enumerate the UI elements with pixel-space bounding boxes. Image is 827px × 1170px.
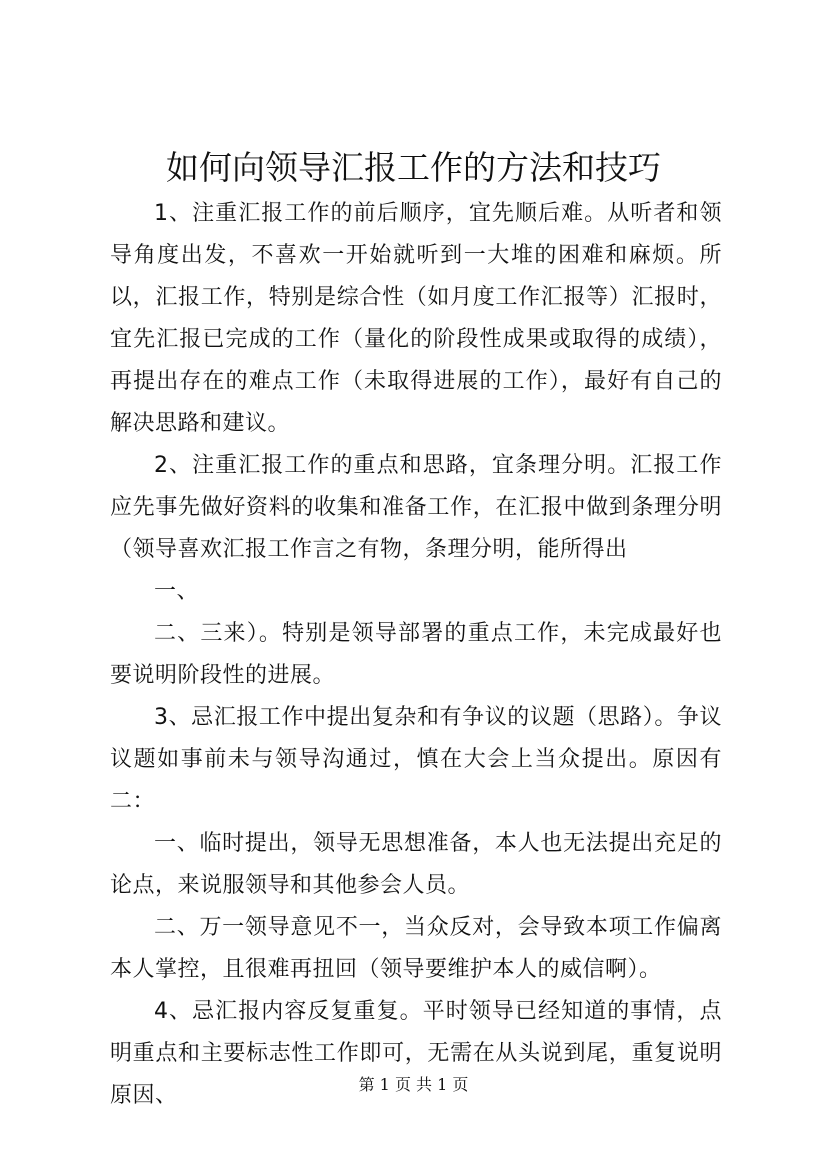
- paragraph-4: 二、三来）。特别是领导部署的重点工作，未完成最好也要说明阶段性的进展。: [110, 621, 722, 688]
- page-number-footer: 第 1 页 共 1 页: [358, 1075, 469, 1094]
- paragraph-1: 1、注重汇报工作的前后顺序，宜先顺后难。从听者和领导角度出发，不喜欢一开始就听到一大堆的困难和麻烦。所以，汇报工作，特别是综合性（如月度工作汇报等）汇报时，宜先汇报已完成的工作（量化的阶段性成果或取得的成绩），再提出存在的难点工作（未取得进展的工作），最好有自己的解决思路和建议。: [110, 201, 722, 436]
- paragraph-8: 4、忌汇报内容反复重复。平时领导已经知道的事情，点明重点和主要标志性工作即可，无需在从头说到尾，重复说明原因、: [110, 999, 722, 1108]
- paragraph-5: 3、忌汇报工作中提出复杂和有争议的议题（思路）。争议议题如事前未与领导沟通过，慎在大会上当众提出。原因有二：: [110, 705, 722, 814]
- paragraph-6: 一、临时提出，领导无思想准备，本人也无法提出充足的论点，来说服领导和其他参会人员。: [110, 831, 722, 898]
- paragraph-2: 2、注重汇报工作的重点和思路，宜条理分明。汇报工作应先事先做好资料的收集和准备工作，在汇报中做到条理分明（领导喜欢汇报工作言之有物，条理分明，能所得出: [110, 453, 722, 562]
- paragraph-3: 一、: [154, 579, 200, 604]
- document-body: [110, 193, 722, 1117]
- paragraph-7: 二、万一领导意见不一，当众反对，会导致本项工作偏离本人掌控，且很难再扭回（领导要维护本人的威信啊）。: [110, 915, 722, 982]
- document-title: 如何向领导汇报工作的方法和技巧: [166, 148, 661, 187]
